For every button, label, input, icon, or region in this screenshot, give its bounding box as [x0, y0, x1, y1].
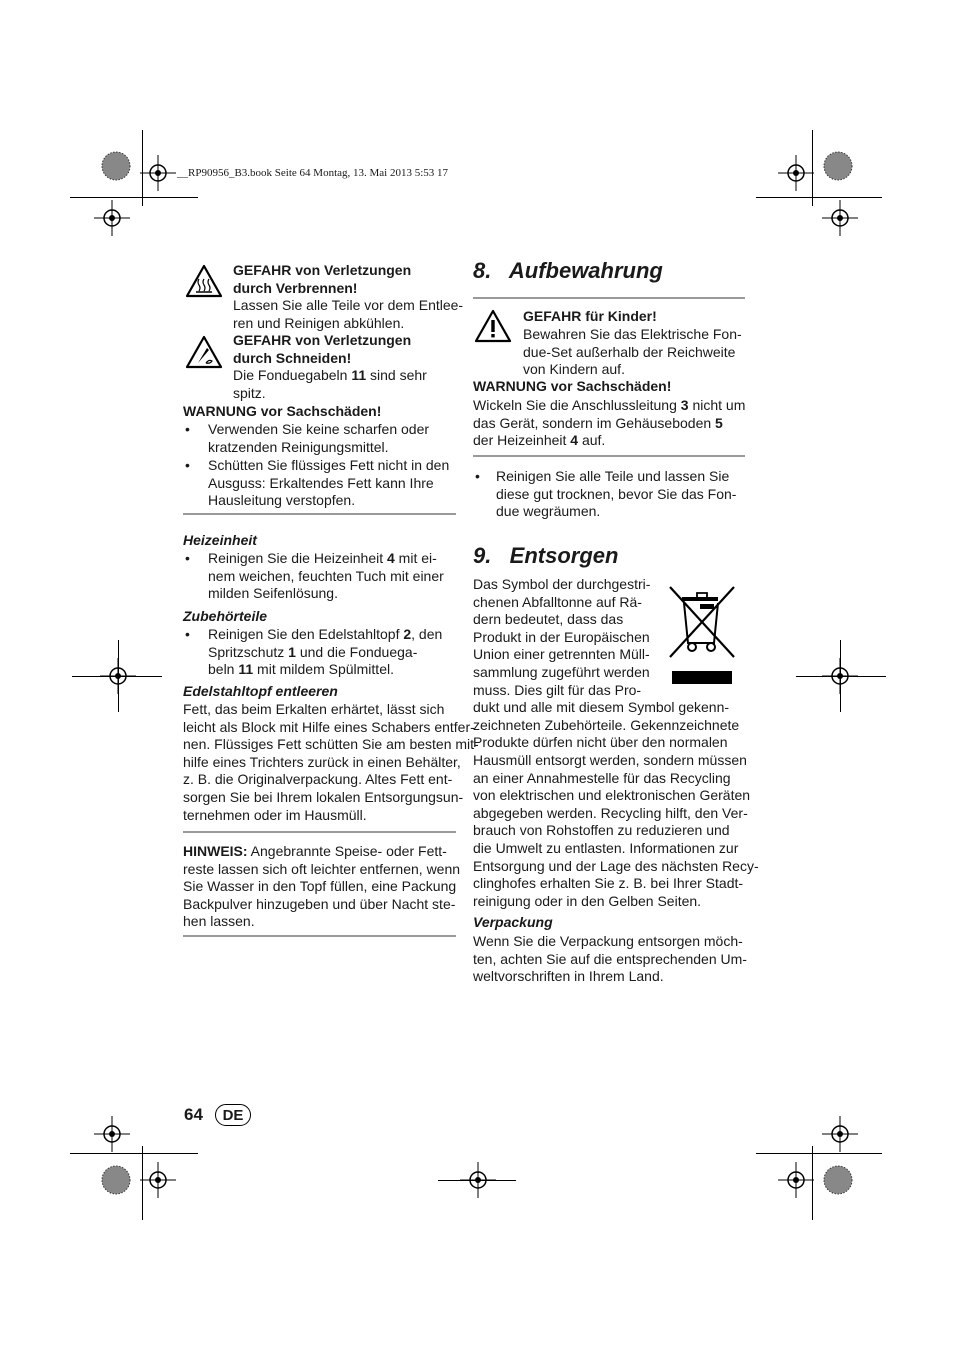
warning-title: WARNUNG vor Sachschäden!	[183, 403, 382, 419]
hinweis-label: HINWEIS:	[183, 843, 248, 859]
cut-hazard-warning-icon	[185, 335, 223, 369]
section-9-title: 9. Entsorgen	[473, 543, 619, 568]
hot-surface-warning-icon	[185, 264, 223, 298]
registration-crosshair-icon	[822, 1116, 858, 1152]
divider	[183, 831, 456, 833]
danger-cut-title: GEFAHR von Verletzungen durch Schneiden!	[233, 332, 412, 366]
hinweis-paragraph: HINWEIS: Angebrannte Speise- oder Fett- reste lassen sich oft leichter entfernen, wenn Sie Wasser in den Topf füllen, eine Packung Backpulver hinzugeben und über Nacht ste- hen lassen.	[183, 843, 461, 930]
language-badge: DE	[215, 1104, 251, 1126]
registration-wheel-icon	[96, 1160, 136, 1200]
danger-children-title: GEFAHR für Kinder!	[523, 308, 657, 324]
registration-wheel-icon	[818, 146, 858, 186]
danger-children-text: Bewahren Sie das Elektrische Fon- due-Set außerhalb der Reichweite von Kindern auf.	[523, 326, 742, 378]
danger-cut-text: Die Fonduegabeln 11 sind sehr spitz.	[233, 367, 427, 401]
crossed-out-wheelie-bin-icon	[664, 585, 740, 687]
verpackung-paragraph: Wenn Sie die Verpackung entsorgen möch- ten, achten Sie auf die entsprechenden Um- weltvorschriften in Ihrem Land.	[473, 933, 747, 985]
warning-text: Wickeln Sie die Anschlussleitung 3 nicht um das Gerät, sondern im Gehäuseboden 5 der Heizeinheit 4 auf.	[473, 397, 746, 449]
registration-crosshair-icon	[778, 155, 814, 191]
divider	[183, 513, 456, 515]
general-warning-icon	[474, 309, 512, 343]
registration-crosshair-icon	[778, 1162, 814, 1198]
zubehoer-heading: Zubehörteile	[183, 608, 268, 624]
section-8-title: 8. Aufbewahrung	[473, 258, 663, 283]
divider	[473, 297, 745, 299]
page-number: 64	[184, 1105, 203, 1124]
danger-burn-text: Lassen Sie alle Teile vor dem Entlee- ren und Reinigen abkühlen.	[233, 297, 464, 331]
registration-crosshair-icon	[94, 200, 130, 236]
registration-crosshair-icon	[140, 155, 176, 191]
divider	[473, 455, 745, 457]
topf-heading: Edelstahltopf entleeren	[183, 683, 338, 699]
divider	[183, 935, 456, 937]
registration-wheel-icon	[818, 1160, 858, 1200]
registration-crosshair-icon	[94, 1116, 130, 1152]
heizeinheit-heading: Heizeinheit	[183, 532, 257, 548]
verpackung-heading: Verpackung	[473, 914, 553, 930]
topf-paragraph: Fett, das beim Erkalten erhärtet, lässt sich leicht als Block mit Hilfe eines Schabers entfer- nen. Flüssiges Fett schütten Sie am besten mit- hilfe eines Trichters zurück in einen Behälter, z. B. die Originalverpackung. Altes Fett ent- sorgen Sie bei Ihrem lokalen Entsorgungsun- ternehmen oder im Hausmüll.	[183, 701, 479, 823]
registration-crosshair-icon	[822, 200, 858, 236]
registration-wheel-icon	[96, 146, 136, 186]
warning-title: WARNUNG vor Sachschäden!	[473, 378, 672, 394]
dispose-paragraph: Das Symbol der durchgestri- chenen Abfalltonne auf Rä- dern bedeutet, dass das Produkt in der Europäischen Union einer getrennten Müll- sammlung zugeführt werden muss. Dies gilt für das Pro- dukt und alle mit diesem Symbol gekenn- zeichneten Zubehörteile. Gekennzeichnete Produkte dürfen nicht über den normalen Hausmüll entsorgt werden, sondern müssen an einer Annahmestelle für das Recycling von elektrischen und elektronischen Geräten abgegeben werden. Recycling hilft, den Ver- brauch von Rohstoffen zu reduzieren und die Umwelt zu entlasten. Informationen zur Entsorgung und der Lage des nächsten Recy- clinghofes erhalten Sie z. B. bei Ihrer Stadt- reinigung oder in den Gelben Seiten.	[473, 576, 759, 909]
registration-crosshair-icon	[140, 1162, 176, 1198]
danger-burn-title: GEFAHR von Verletzungen durch Verbrennen!	[233, 262, 412, 296]
print-file-info: __RP90956_B3.book Seite 64 Montag, 13. Mai 2013 5:53 17	[177, 167, 449, 179]
